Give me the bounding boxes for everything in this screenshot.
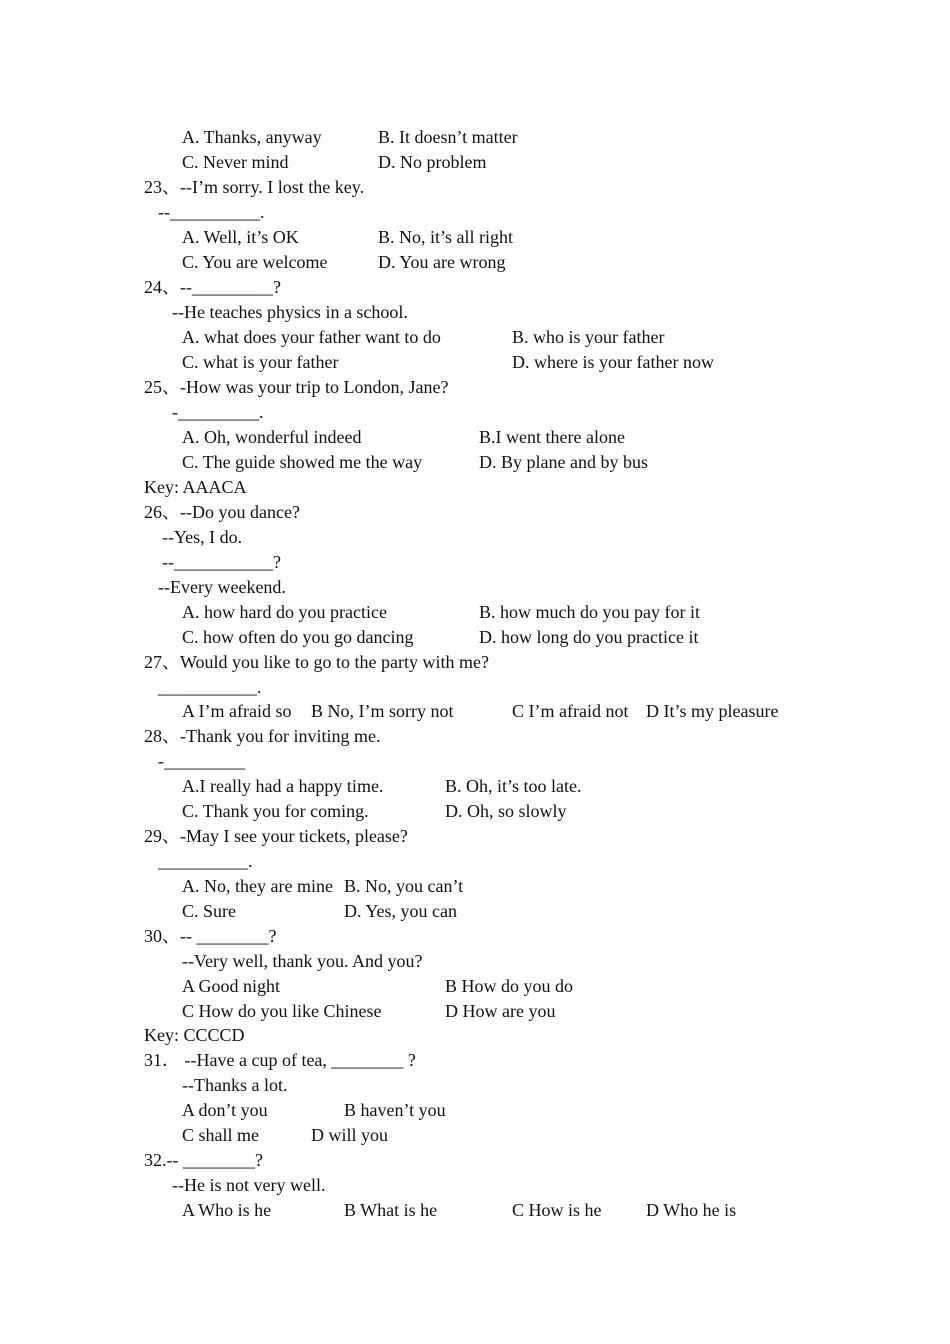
answer-key: Key: AAACA: [144, 477, 247, 497]
question-23: 23、--I’m sorry. I lost the key.: [144, 177, 365, 197]
option-d: D. Yes, you can: [344, 901, 458, 921]
option-c: C. how often do you go dancing: [182, 627, 414, 647]
option-b: B How do you do: [445, 976, 574, 996]
option-a: A. Oh, wonderful indeed: [182, 427, 362, 447]
option-b: B What is he: [344, 1200, 438, 1220]
option-d: D. how long do you practice it: [479, 627, 699, 647]
dialogue-line: --He is not very well.: [172, 1175, 326, 1195]
option-a: A. Thanks, anyway: [182, 127, 322, 147]
option-a: A Who is he: [182, 1200, 272, 1220]
option-b: B.I went there alone: [479, 427, 625, 447]
option-c: C How is he: [512, 1200, 602, 1220]
answer-blank: -_________: [158, 751, 245, 771]
option-d: D Who he is: [646, 1200, 737, 1220]
option-a: A.I really had a happy time.: [182, 776, 384, 796]
dialogue-line: --He teaches physics in a school.: [172, 302, 408, 322]
option-d: D. You are wrong: [378, 252, 506, 272]
option-b: B. Oh, it’s too late.: [445, 776, 582, 796]
option-b: B. how much do you pay for it: [479, 602, 700, 622]
option-d: D. No problem: [378, 152, 487, 172]
question-24: 24、--_________?: [144, 277, 281, 297]
option-a: A I’m afraid so: [182, 701, 292, 721]
option-c: C. Never mind: [182, 152, 289, 172]
question-26: 26、--Do you dance?: [144, 502, 300, 522]
option-a: A. Well, it’s OK: [182, 227, 299, 247]
question-25: 25、-How was your trip to London, Jane?: [144, 377, 449, 397]
option-d: D It’s my pleasure: [646, 701, 779, 721]
question-29: 29、-May I see your tickets, please?: [144, 826, 408, 846]
question-32: 32.-- ________?: [144, 1150, 263, 1170]
option-c: C. You are welcome: [182, 252, 328, 272]
option-d: D will you: [311, 1125, 389, 1145]
option-c: C. Sure: [182, 901, 236, 921]
option-c: C. Thank you for coming.: [182, 801, 369, 821]
answer-blank: --___________?: [162, 552, 281, 572]
dialogue-line: --Every weekend.: [158, 577, 286, 597]
dialogue-line: --Very well, thank you. And you?: [182, 951, 423, 971]
answer-blank: ___________.: [158, 677, 262, 697]
option-b: B. No, it’s all right: [378, 227, 513, 247]
question-30: 30、-- ________?: [144, 926, 277, 946]
option-b: B No, I’m sorry not: [311, 701, 454, 721]
option-a: A. what does your father want to do: [182, 327, 441, 347]
option-c: C shall me: [182, 1125, 259, 1145]
option-a: A Good night: [182, 976, 281, 996]
option-a: A. No, they are mine: [182, 876, 333, 896]
option-d: D. By plane and by bus: [479, 452, 648, 472]
question-28: 28、-Thank you for inviting me.: [144, 726, 381, 746]
option-c: C How do you like Chinese: [182, 1001, 382, 1021]
option-d: D. where is your father now: [512, 352, 714, 372]
answer-blank: __________.: [158, 851, 253, 871]
option-a: A don’t you: [182, 1100, 268, 1120]
option-d: D How are you: [445, 1001, 556, 1021]
option-b: B. It doesn’t matter: [378, 127, 518, 147]
option-c: C. what is your father: [182, 352, 339, 372]
dialogue-line: --Thanks a lot.: [182, 1075, 288, 1095]
answer-blank: -_________.: [172, 402, 264, 422]
option-b: B haven’t you: [344, 1100, 446, 1120]
option-b: B. who is your father: [512, 327, 665, 347]
dialogue-line: --Yes, I do.: [162, 527, 243, 547]
option-c: C. The guide showed me the way: [182, 452, 423, 472]
answer-blank: --__________.: [158, 202, 265, 222]
option-b: B. No, you can’t: [344, 876, 464, 896]
option-d: D. Oh, so slowly: [445, 801, 567, 821]
question-27: 27、Would you like to go to the party with me?: [144, 652, 489, 672]
question-31: 31． --Have a cup of tea, ________ ?: [144, 1050, 416, 1070]
option-a: A. how hard do you practice: [182, 602, 387, 622]
answer-key: Key: CCCCD: [144, 1025, 245, 1045]
option-c: C I’m afraid not: [512, 701, 629, 721]
